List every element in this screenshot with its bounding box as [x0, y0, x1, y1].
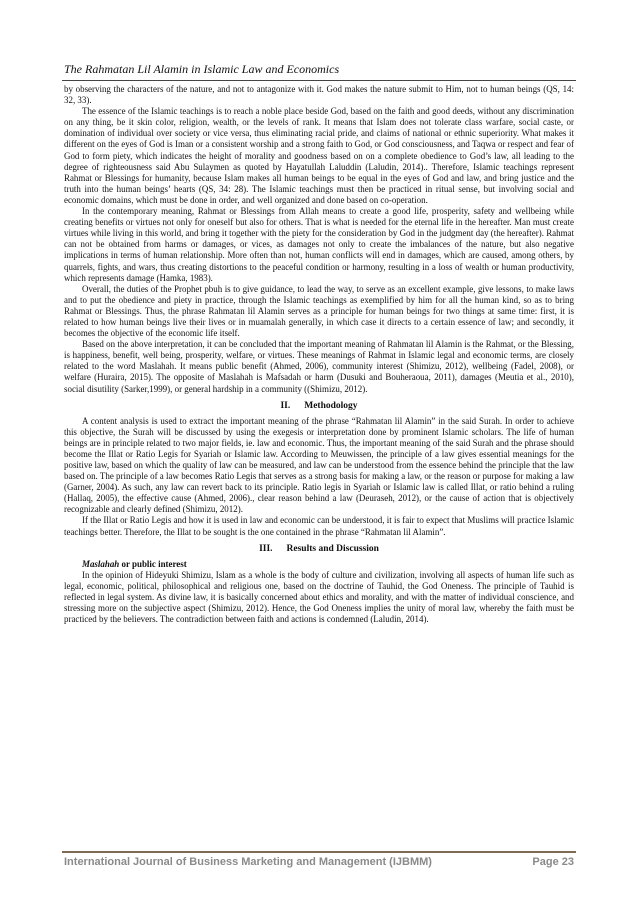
section-heading-results: [64, 543, 574, 555]
paragraph-2: The essence of the Islamic teachings is to reach a noble place beside God, based on the faith and good deeds, without any discrimination on any thing, be it skin color, religion, wealth, or the levels of rank. It means that Islam does not tolerate class warfare, social caste, or domination of individual over society or vice versa, thus eliminating racial pride, and claims of national or ethnic superiority. What makes it different on the eyes of God is Iman or a consistent worship and a strong faith to God, or God consciousness, and Taqwa or respect and fear of God to form piety, which indicates the height of morality and goodness based on on a complete obedience to God’s law, all leading to the degree of righteousness said Abu Sulaymen as quoted by Hayatullah Laluddin (Laludin, 2014).. Therefore, Islamic teachings represent Rahmat or Blessings for humanity, because Islam makes all human beings to be equal in the eyes of God and law, and bring justice and the truth into the human beings’ hearts (QS, 34: 28). The Islamic teachings must then be practiced in ritual sense, but involving social and economic domains, which must be done in order, and well organized and done based on co-operation.: [64, 106, 574, 205]
subsection-heading: [64, 559, 574, 570]
header-rule: [62, 80, 576, 81]
footer-rule: [62, 851, 576, 853]
subsection-heading-rest: or public interest: [119, 558, 187, 569]
paragraph-1: by observing the characters of the nature, and not to antagonize with it. God makes the nature submit to Him, not to human beings (QS, 14: 32, 33).: [64, 84, 574, 106]
footer-page-number: Page 23: [532, 856, 574, 868]
section-number: III.: [259, 543, 273, 554]
body-text: [64, 84, 574, 625]
paragraph-6: A content analysis is used to extract the important meaning of the phrase “Rahmatan lil Alamin” in the said Surah. In order to achieve this objective, the Surah will be discussed by using the exegesis or interpretation done by prominent Islamic scholars. The life of human beings are in principle related to two major fields, ie. law and economic. Thus, the important meaning of the said Surah and the phrase should become the Illat or Ratio Legis for Syariah or Islamic law. According to Meuwissen, the principle of a law gives essential meanings for the positive law, based on which the quality of law can be measured, and law can be understood from the essence behind the principle that the law based on. The principle of a law becomes Ratio Legis that serves as a strong basis for making a law, or the reason or purpose for making a law (Garner, 2004). As such, any law can revert back to its principle. Ratio legis in Syariah or Islamic law is called Illat, or ratio behind a ruling (Hallaq, 2005), the effective cause (Ahmed, 2006)., clear reason behind a law (Deuraseh, 2012), or the cause of action that is objectively recognizable and clearly defined (Shimizu, 2012).: [64, 415, 574, 515]
subsection-heading-italic: Maslahah: [82, 558, 120, 569]
section-title: Results and Discussion: [286, 543, 379, 554]
paragraph-3: In the contemporary meaning, Rahmat or Blessings from Allah means to create a good life, prosperity, safety and wellbeing while creating benefits or virtues not only for oneself but also for others. That is what is needed for the eternal life in the hereafter. Man must create virtues while living in this world, and bring it together with the piety for the consideration by God in the judgment day (the hereafter). Rahmat can not be obtained from harms or damages, or vices, as damages not only to create the imbalances of the nature, but also negative implications in terms of human relationship. More often than not, human conflicts will end in damages, which are caused, among others, by quarrels, fights, and wars, thus creating distortions to the peaceful condition or harmony, resulting in a loss of wealth or human productivity, which represents damage (Hamka, 1983).: [64, 206, 574, 283]
paragraph-5: Based on the above interpretation, it can be concluded that the important meaning of Rahmatan lil Alamin is the Rahmat, or the Blessing, is happiness, benefit, well being, prosperity, welfare, or virtues. These meanings of Rahmat in Islamic legal and economic terms, are closely related to the word Maslahah. It means public benefit (Ahmed, 2006), community interest (Shimizu, 2012), wellbeing (Fadel, 2008), or welfare (Huraira, 2015). The opposite of Maslahah is Mafsadah or harm (Dusuki and Bouheraoua, 2011), damages (Meutia et al., 2010), social disutility (Sarker,1999), or general hardship in a community ((Shimizu, 2012).: [64, 339, 574, 394]
footer-journal-name: International Journal of Business Marketing and Management (IJBMM): [64, 856, 432, 868]
paragraph-8: In the opinion of Hideyuki Shimizu, Islam as a whole is the body of culture and civilization, involving all aspects of human life such as legal, economic, political, philosophical and religious one, based on the doctrine of Tauhid, the God Oneness. The principle of Tauhid is reflected in legal system. As divine law, it is basically concerned about ethics and morality, and with the matter of individual conscience, and stressing more on the subjective aspect (Shimizu, 2012). Hence, the God Oneness implies the unity of moral law, whereby the faith must be practiced by the believers. The contradiction between faith and actions is condemned (Laludin, 2014).: [64, 569, 574, 625]
section-number: II.: [280, 400, 291, 411]
section-heading-methodology: [64, 400, 574, 412]
paragraph-4: Overall, the duties of the Prophet pbuh is to give guidance, to lead the way, to serve as an excellent example, give lessons, to make laws and to put the obedience and piety in practice, through the Islamic teachings as exemplified by him for all the human kind, so as to bring Rahmat or Blessings. Thus, the phrase Rahmatan lil Alamin serves as a principle for human beings for two things at same time: first, it is related to how human beings live their lives or in muamalah generally, in which case it directs to a certain essence of law; and secondly, it becomes the objective of the economic life itself.: [64, 283, 574, 339]
paragraph-7: If the Illat or Ratio Legis and how it is used in law and economic can be understood, it is fair to expect that Muslims will practice Islamic teachings better. Therefore, the Illat to be sought is the one contained in the phrase “Rahmatan lil Alamin”.: [64, 515, 574, 537]
section-title: Methodology: [304, 400, 358, 411]
running-header: The Rahmatan Lil Alamin in Islamic Law and Economics: [64, 62, 340, 76]
